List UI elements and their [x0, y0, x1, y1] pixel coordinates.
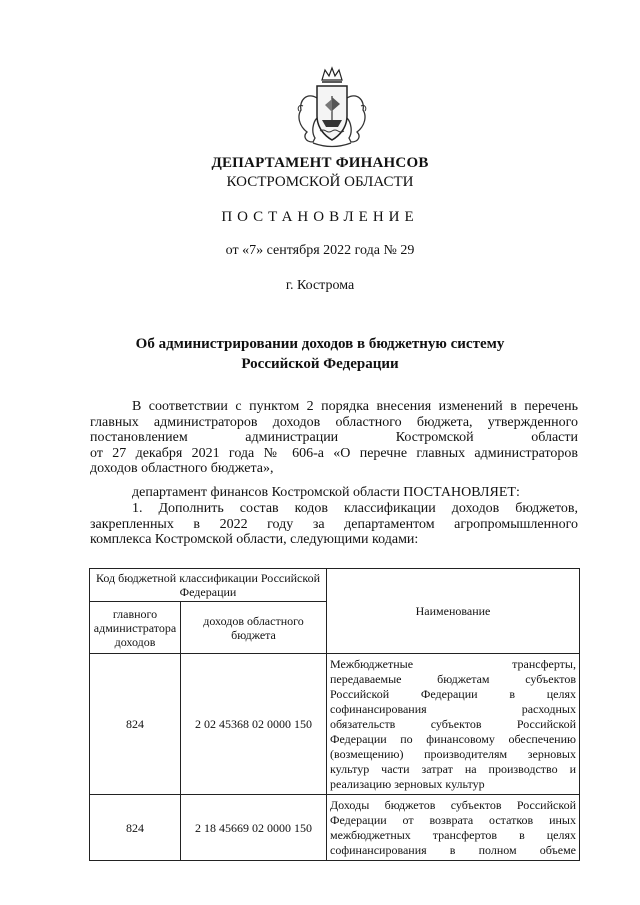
row-description-line: софинансирования в полном объеме: [330, 843, 576, 857]
coat-of-arms-icon: [289, 66, 375, 150]
document-title-line-2: Российской Федерации: [241, 356, 399, 372]
table-header-income: доходов областного бюджета: [181, 602, 327, 654]
preamble-line: постановлением администрации Костромской области: [90, 430, 578, 446]
clause-line: комплекса Костромской области, следующими кодами:: [90, 532, 419, 548]
row-description-line: софинансирования расходных: [330, 702, 576, 716]
row-description-line: передаваемые бюджетам субъектов: [330, 672, 576, 686]
clause-line: закрепленных в 2022 году за департаментом агропромышленного: [90, 516, 578, 532]
row-description-line: реализацию зерновых культур: [330, 777, 485, 791]
row-description-line: Российской Федерации в целях: [330, 687, 576, 701]
resolution-statement: департамент финансов Костромской области ПОСТАНОВЛЯЕТ:: [132, 485, 520, 500]
clause-line: 1. Дополнить состав кодов классификации доходов бюджетов,: [132, 501, 578, 516]
row-description-line: межбюджетных трансфертов в целях: [330, 828, 576, 842]
row-admin-code: 824: [90, 654, 181, 795]
document-title: [0, 334, 640, 374]
row-description-line: культур части затрат на производство и: [330, 762, 576, 776]
table-row: [90, 654, 580, 795]
row-description-line: Федерации от возврата остатков иных: [330, 813, 576, 827]
table-header-name: Наименование: [327, 569, 580, 654]
preamble-paragraph: [90, 399, 578, 477]
row-description-line: (возмещению) производителям зерновых: [330, 747, 576, 761]
row-admin-code: 824: [90, 795, 181, 861]
row-description: [327, 654, 580, 795]
document-date-number: от «7» сентября 2022 года № 29: [225, 243, 415, 258]
table-header-admin: главного администратора доходов: [90, 602, 181, 654]
department-region: КОСТРОМСКОЙ ОБЛАСТИ: [226, 174, 414, 190]
row-description-line: обязательств субъектов Российской: [330, 717, 576, 731]
document-city: г. Кострома: [285, 278, 355, 293]
preamble-line: от 27 декабря 2021 года № 606-а «О перечне главных администраторов: [90, 445, 578, 461]
row-income-code: 2 18 45669 02 0000 150: [181, 795, 327, 861]
budget-codes-table: [89, 568, 580, 861]
row-description-line: Федерации по финансовому обеспечению: [330, 732, 576, 746]
table-header-group: Код бюджетной классификации Российской Федерации: [90, 569, 327, 602]
document-title-line-1: Об администрировании доходов в бюджетную систему: [135, 336, 505, 352]
preamble-line: доходов областного бюджета»,: [90, 461, 274, 477]
row-income-code: 2 02 45368 02 0000 150: [181, 654, 327, 795]
table-row: [90, 795, 580, 861]
clause-1-paragraph: [90, 501, 578, 548]
preamble-line: главных администраторов доходов областного бюджета, утвержденного: [90, 414, 578, 430]
row-description-line: Межбюджетные трансферты,: [330, 657, 576, 671]
department-name: ДЕПАРТАМЕНТ ФИНАНСОВ: [211, 155, 429, 171]
row-description-line: Доходы бюджетов субъектов Российской: [330, 798, 576, 812]
preamble-line: В соответствии с пунктом 2 порядка внесения изменений в перечень: [132, 399, 578, 414]
document-type: ПОСТАНОВЛЕНИЕ: [221, 209, 419, 225]
row-description: [327, 795, 580, 861]
